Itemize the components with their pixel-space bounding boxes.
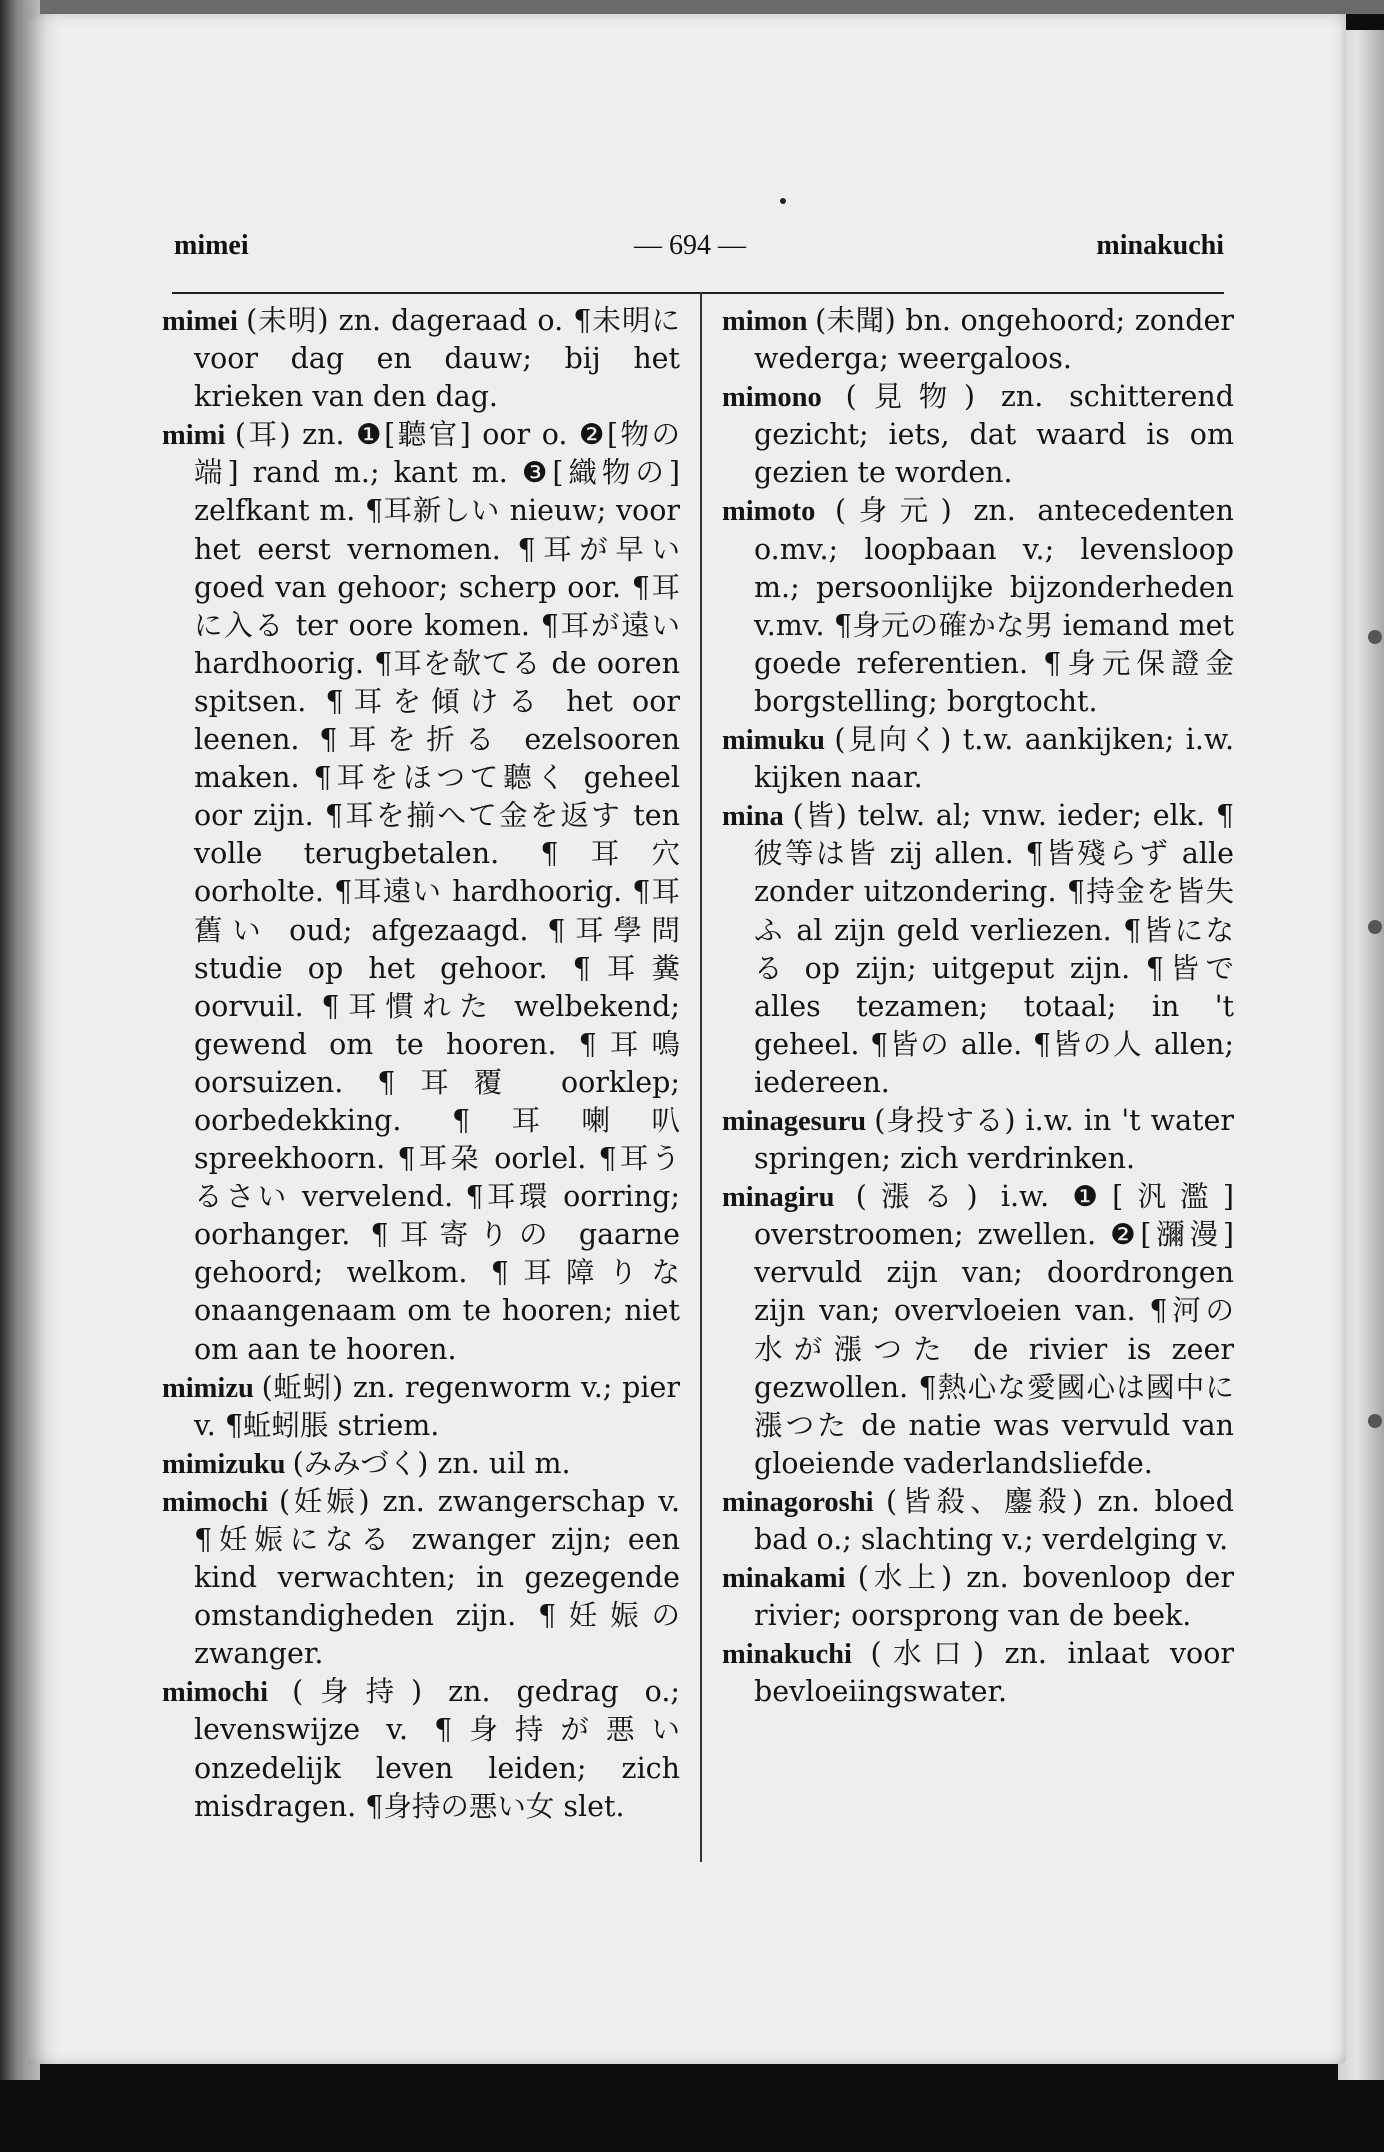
binding-hole-middle <box>1368 920 1382 934</box>
dictionary-entry <box>162 416 680 1368</box>
entry-definition: (皆) telw. al; vnw. ieder; elk. ¶彼等は皆 zij allen. ¶皆殘らず alle zonder uitzondering. ¶持金を皆失ふ al zijn geld verliezen. ¶皆になる op zijn; uitgeput zijn. ¶皆で alles tezamen; totaal; in 't geheel. ¶皆の alle. ¶皆の人 allen; iedereen. <box>754 799 1235 1099</box>
dictionary-entry <box>162 1369 680 1445</box>
entry-definition: (見物) zn. schitterend gezicht; iets, dat waard is om gezien te worden. <box>754 380 1234 490</box>
left-column <box>162 302 680 1826</box>
entry-definition: (水口) zn. inlaat voor bevloeiingswater. <box>754 1637 1234 1709</box>
entry-definition: (皆殺、鏖殺) zn. bloed bad o.; slachting v.; verdelging v. <box>754 1484 1235 1556</box>
headword: minagesuru <box>722 1105 867 1137</box>
headword: mimon <box>722 306 808 337</box>
dictionary-entry <box>722 1559 1234 1635</box>
dictionary-entry <box>722 1102 1234 1178</box>
ink-speck <box>780 198 786 204</box>
entry-definition: (耳) zn. ❶[聽官] oor o. ❷[物の端] rand m.; kant m. ❸[織物の] zelfkant m. ¶耳新しい nieuw; voor het eerst vernomen. ¶耳が早い goed van gehoor; scherp oor. ¶耳に入る ter oore komen. ¶耳が遠い hardhoorig. ¶耳を欹てる de ooren spitsen. ¶耳を傾ける het oor leenen. ¶耳を折る ezelsooren maken. ¶耳をほつて聽く geheel oor zijn. ¶耳を揃へて金を返す ten volle terugbetalen. ¶耳穴 oorholte. ¶耳遠い hardhoorig. ¶耳舊い oud; afgezaagd. ¶耳學問 studie op het gehoor. ¶耳糞 oorvuil. ¶耳慣れた welbekend; gewend om te hooren. ¶耳鳴 oorsuizen. ¶耳覆 oorklep; oorbedekking. ¶耳喇叭 spreekhoorn. ¶耳朶 oorlel. ¶耳うるさい vervelend. ¶耳環 oorring; oorhanger. ¶耳寄りの gaarne gehoord; welkom. ¶耳障りな onaangenaam om te hooren; niet om aan te hooren. <box>194 418 680 1366</box>
header-rule <box>172 292 1224 294</box>
headword: mimochi <box>162 1677 269 1709</box>
headword: mimono <box>722 382 822 414</box>
headword: mimi <box>162 420 226 452</box>
running-header <box>174 230 1224 270</box>
right-column <box>722 302 1234 1711</box>
headword: mimizu <box>162 1372 254 1404</box>
header-guide-word-left: mimei <box>174 230 249 261</box>
entry-definition: (未聞) bn. ongehoord; zonder wederga; weergaloos. <box>754 304 1234 376</box>
headword: mina <box>722 801 784 833</box>
entry-definition: (見向く) t.w. aankijken; i.w. kijken naar. <box>754 723 1235 795</box>
dictionary-entry <box>722 1635 1234 1711</box>
dictionary-entry <box>722 721 1234 797</box>
dictionary-entry <box>162 1445 680 1483</box>
headword: mimizuku <box>162 1448 286 1480</box>
dictionary-entry <box>722 797 1234 1102</box>
entry-definition: (妊娠) zn. zwangerschap v. ¶妊娠になる zwanger zijn; een kind verwachten; in gezegende omstandigheden zijn. ¶妊娠の zwanger. <box>194 1484 681 1671</box>
dictionary-entry <box>722 378 1234 492</box>
page-number: — 694 — <box>634 230 746 261</box>
headword: minagiru <box>722 1182 835 1214</box>
headword: mimei <box>162 306 238 337</box>
headword: mimoto <box>722 496 816 528</box>
headword: minakuchi <box>722 1639 852 1671</box>
entry-definition: (身持) zn. gedrag o.; levenswijze v. ¶身持が悪い onzedelijk leven leiden; zich misdragen. ¶身持の悪い女 slet. <box>194 1675 680 1823</box>
entry-definition: (蚯蚓) zn. regenworm v.; pier v. ¶蚯蚓脹 striem. <box>194 1370 680 1442</box>
headword: mimochi <box>162 1486 269 1518</box>
entry-definition: (身元) zn. antecedenten o.mv.; loopbaan v.; levensloop m.; persoonlijke bijzonderheden v.mv. ¶身元の確かな男 iemand met goede referentien. ¶身元保證金 borgstelling; borgtocht. <box>754 494 1235 718</box>
entry-definition: (漲る) i.w. ❶[汎濫] overstroomen; zwellen. ❷[瀰漫] vervuld zijn van; doordrongen zijn van; overvloeien van. ¶河の水が漲つた de rivier is zeer gezwollen. ¶熱心な愛國心は國中に漲つた de natie was vervuld van gloeiende vaderlandsliefde. <box>754 1180 1234 1480</box>
background-strip <box>0 0 1384 14</box>
dictionary-entry <box>162 302 680 416</box>
dictionary-entry <box>722 302 1234 378</box>
dictionary-entry <box>722 1483 1234 1559</box>
dictionary-entry <box>722 1178 1234 1483</box>
headword: mimuku <box>722 725 825 757</box>
binding-hole-top <box>1368 630 1382 644</box>
entry-definition: (身投する) i.w. in 't water springen; zich verdrinken. <box>754 1103 1235 1176</box>
entry-definition: (未明) zn. dageraad o. ¶未明に voor dag en dauw; bij het krieken van den dag. <box>194 304 681 414</box>
column-divider <box>700 292 702 1862</box>
dictionary-entry <box>162 1483 680 1673</box>
entry-definition: (みみづく) zn. uil m. <box>292 1446 571 1480</box>
entry-definition: (水上) zn. bovenloop der rivier; oorsprong van de beek. <box>754 1561 1235 1633</box>
binding-hole-bottom <box>1368 1414 1382 1428</box>
headword: minagoroshi <box>722 1486 874 1518</box>
dictionary-entry <box>162 1673 680 1825</box>
header-guide-word-right: minakuchi <box>1096 230 1224 261</box>
headword: minakami <box>722 1563 846 1595</box>
dictionary-entry <box>722 492 1234 721</box>
